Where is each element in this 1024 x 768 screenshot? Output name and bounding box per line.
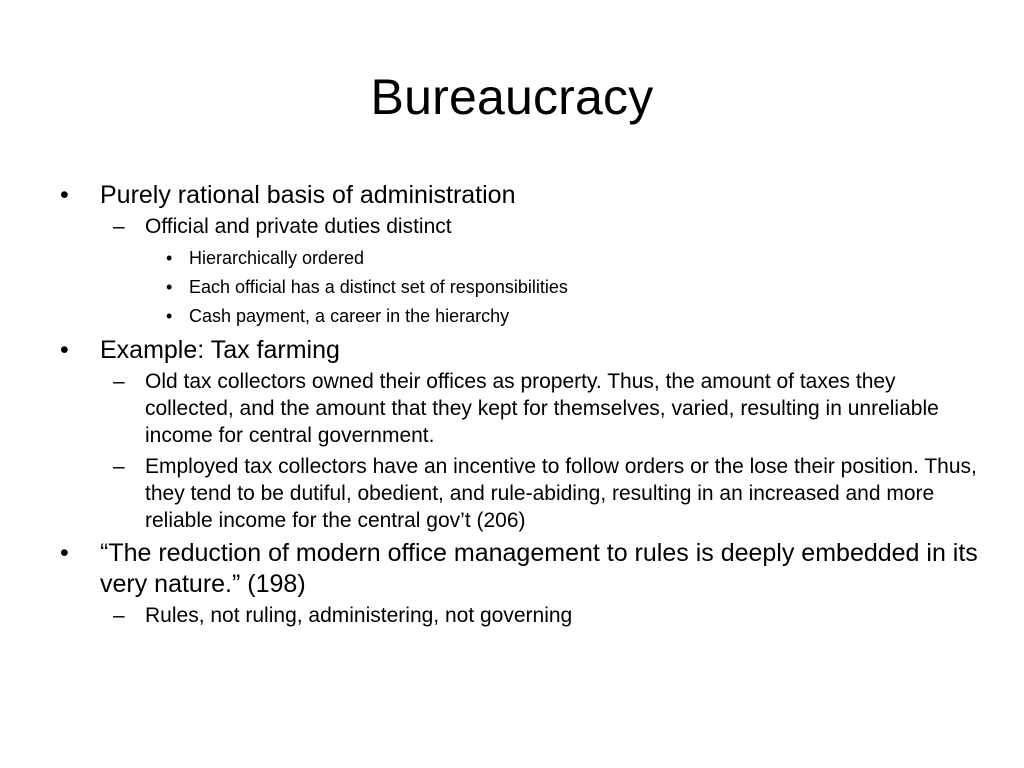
bullet-icon: • (166, 306, 173, 326)
sub-sub-bullet-item (58, 302, 978, 331)
sub-sub-bullet-item (58, 244, 978, 273)
sub-bullet-text: Employed tax collectors have an incentive to follow orders or the lose their position. Thus, they tend to be dutiful, obedient, and rule-abiding, resulting in an increased and more reliable income for the central gov’t (206) (145, 455, 977, 532)
sub-sub-bullet-text: Cash payment, a career in the hierarchy (189, 306, 510, 326)
slide-title: Bureaucracy (370, 69, 654, 125)
sub-bullet-item (58, 453, 978, 534)
slide-body (58, 180, 978, 633)
bullet-icon: • (60, 181, 69, 209)
dash-icon: – (113, 455, 125, 478)
bullet-item (58, 335, 978, 366)
bullet-icon: • (60, 336, 69, 364)
bullet-text: “The reduction of modern office management to rules is deeply embedded in its very nature.” (198) (100, 539, 978, 598)
bullet-icon: • (166, 277, 173, 297)
sub-sub-bullet-text: Each official has a distinct set of responsibilities (189, 277, 568, 297)
sub-bullet-text: Rules, not ruling, administering, not governing (145, 604, 573, 627)
dash-icon: – (113, 370, 125, 393)
sub-bullet-text: Official and private duties distinct (145, 215, 452, 238)
sub-sub-bullet-item (58, 273, 978, 302)
bullet-text: Example: Tax farming (100, 336, 340, 364)
bullet-icon: • (166, 248, 173, 268)
bullet-text: Purely rational basis of administration (100, 181, 516, 209)
dash-icon: – (113, 215, 125, 238)
sub-bullet-item (58, 213, 978, 240)
sub-bullet-item (58, 602, 978, 629)
dash-icon: – (113, 604, 125, 627)
bullet-item (58, 180, 978, 211)
sub-bullet-item (58, 368, 978, 449)
sub-bullet-text: Old tax collectors owned their offices as property. Thus, the amount of taxes they collected, and the amount that they kept for themselves, varied, resulting in unreliable income for central government. (145, 370, 939, 447)
bullet-item (58, 538, 978, 600)
sub-sub-bullet-text: Hierarchically ordered (189, 248, 365, 268)
bullet-icon: • (60, 539, 69, 567)
